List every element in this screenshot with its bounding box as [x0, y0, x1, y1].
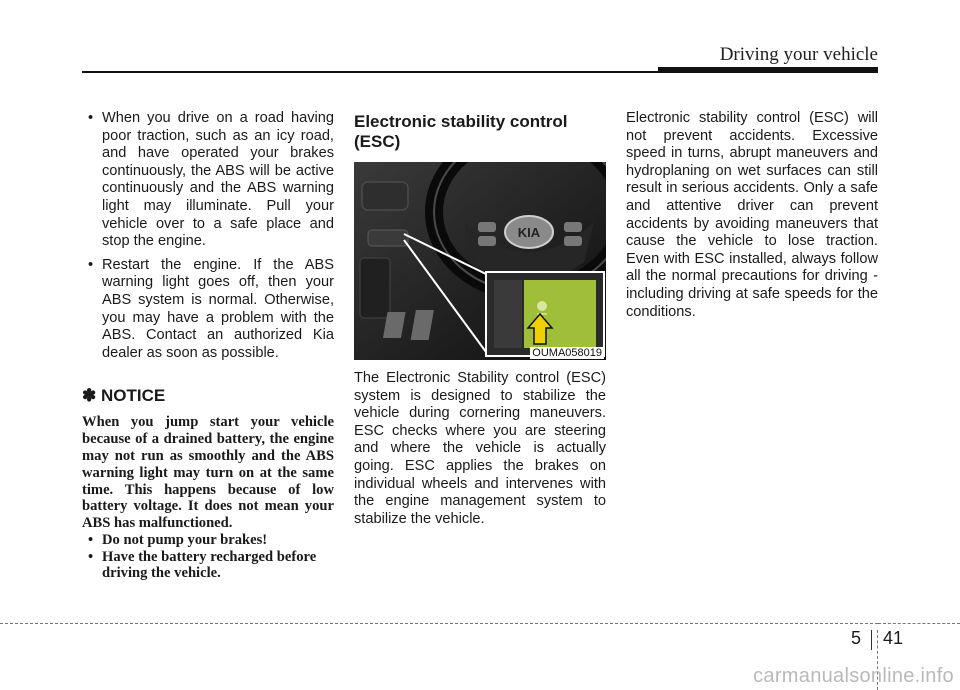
footer-rule-right — [878, 623, 960, 624]
svg-text:KIA: KIA — [517, 225, 541, 240]
left-column — [82, 110, 334, 582]
list-item: • Have the battery recharged before driving the vehicle. — [82, 549, 334, 583]
abs-bullet-list — [82, 110, 334, 362]
esc-section-heading: Electronic stability control (ESC) — [354, 112, 568, 151]
list-item: • When you drive on a road having poor traction, such as an icy road, and have operated your brakes continuously, the ABS will be active continuously and the ABS warning light may illuminate. Pull your vehicle over to a safe place and stop the engine. — [82, 110, 334, 251]
watermark: carmanualsonline.info — [753, 665, 954, 687]
page-header-title: Driving your vehicle — [719, 44, 878, 65]
esc-description: The Electronic Stability control (ESC) system is designed to stabilize the vehicle during cornering maneuvers. ESC checks where you are steering and where the vehicle is actually going. ESC applies the brakes on individual wheels and intervenes with the engine management system to stabilize the vehicle. — [354, 370, 606, 527]
figure-caption: OUMA058019 — [532, 347, 602, 359]
middle-column — [354, 110, 606, 528]
page-number: 41 — [883, 628, 904, 648]
esc-figure — [354, 162, 606, 360]
notice-symbol-icon: ✽ — [82, 386, 97, 406]
list-item: • Restart the engine. If the ABS warning light goes off, then your ABS system is normal. Otherwise, you may have a problem with the ABS. Contact an authorized Kia dealer as soon as possible. — [82, 257, 334, 363]
notice-heading — [82, 386, 334, 406]
page-number-divider — [871, 630, 872, 650]
notice-heading-label: NOTICE — [100, 386, 166, 406]
dashboard-illustration — [354, 162, 606, 360]
notice-list — [82, 532, 334, 582]
header-rule-accent — [658, 67, 878, 73]
section-number: 5 — [851, 628, 862, 648]
right-column — [626, 110, 878, 321]
footer-rule — [0, 623, 878, 624]
list-item: • Do not pump your brakes! — [82, 532, 334, 549]
notice-body: When you jump start your vehicle because of a drained battery, the engine may not run as smoothly and the ABS warning light may turn on at the same time. This happens because of low battery voltage. It does not mean your ABS has malfunctioned. — [82, 414, 334, 532]
esc-warning-paragraph: Electronic stability control (ESC) will not prevent accidents. Excessive speed in turns, abrupt maneuvers and hydroplaning on wet surfaces can still result in serious accidents. Only a safe and attentive driver can prevent accidents by avoiding maneuvers that cause the vehicle to lose traction. Even with ESC installed, always follow all the normal precautions for driving - including driving at safe speeds for the conditions. — [626, 110, 878, 320]
